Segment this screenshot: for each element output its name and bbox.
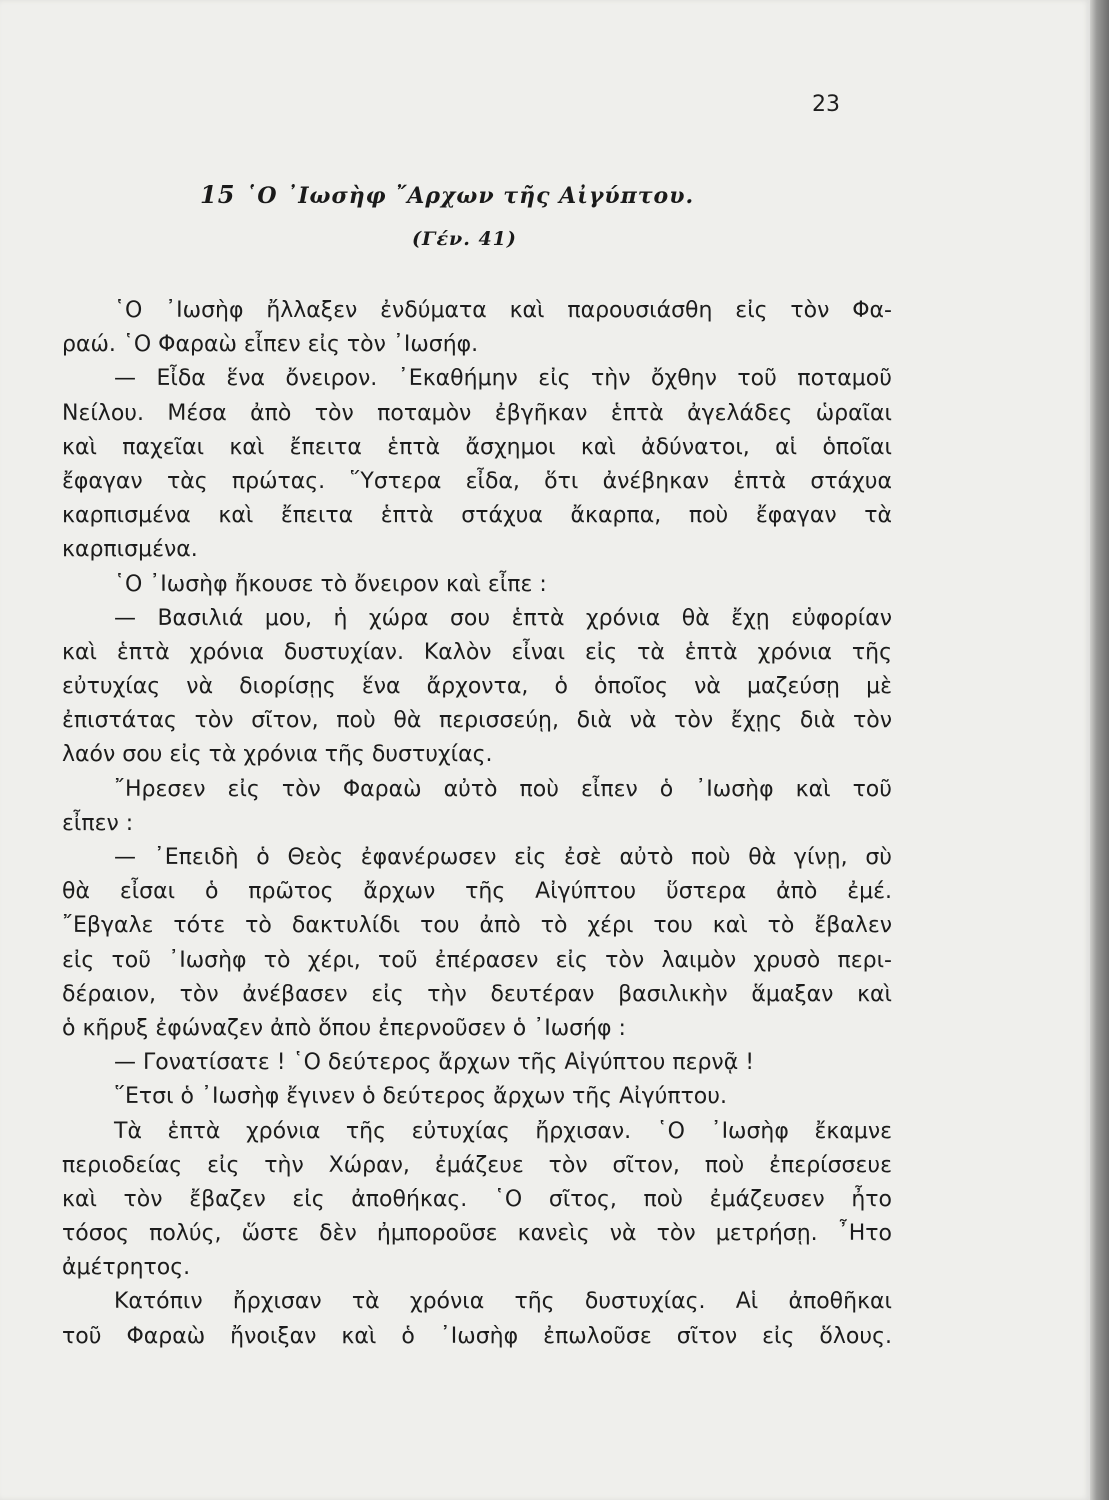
text-line: εὐτυχίας νὰ διορίσῃς ἕνα ἄρχοντα, ὁ ὁποῖος νὰ μαζεύσῃ μὲ: [62, 674, 892, 700]
chapter-reference: (Γέν. 41): [412, 228, 517, 250]
text-line: ῾Ο ᾽Ιωσὴφ ἤκουσε τὸ ὄνειρον καὶ εἶπε :: [114, 571, 547, 597]
text-line: καὶ ἑπτὰ χρόνια δυστυχίαν. Καλὸν εἶναι εἰς τὰ ἑπτὰ χρόνια τῆς: [62, 639, 892, 665]
chapter-number: 15: [200, 180, 236, 209]
text-line: καρπισμένα.: [62, 537, 198, 563]
text-line: — Γονατίσατε ! ῾Ο δεύτερος ἄρχων τῆς Αἰγύπτου περνᾷ !: [114, 1050, 755, 1076]
text-line: Νείλου. Μέσα ἀπὸ τὸν ποταμὸν ἐβγῆκαν ἑπτὰ ἀγελάδες ὡραῖαι: [62, 400, 892, 426]
text-line: ἀμέτρητος.: [62, 1255, 191, 1281]
text-line: Τὰ ἑπτὰ χρόνια τῆς εὐτυχίας ἤρχισαν. ῾Ο ᾽Ιωσὴφ ἔκαμνε: [114, 1118, 892, 1144]
body-text: [62, 294, 892, 1354]
text-line: δέραιον, τὸν ἀνέβασεν εἰς τὴν δευτέραν βασιλικὴν ἅμαξαν καὶ: [62, 981, 892, 1007]
text-line: λαόν σου εἰς τὰ χρόνια τῆς δυστυχίας.: [62, 742, 493, 768]
text-line: περιοδείας εἰς τὴν Χώραν, ἐμάζευε τὸν σῖτον, ποὺ ἐπερίσσευε: [62, 1152, 892, 1178]
text-line: — Βασιλιά μου, ἡ χώρα σου ἑπτὰ χρόνια θὰ ἔχῃ εὐφορίαν: [114, 605, 892, 631]
text-line: — ᾽Επειδὴ ὁ Θεὸς ἐφανέρωσεν εἰς ἐσὲ αὐτὸ ποὺ θὰ γίνῃ, σὺ: [114, 845, 892, 870]
text-line: εἰς τοῦ ᾽Ιωσὴφ τὸ χέρι, τοῦ ἐπέρασεν εἰς τὸν λαιμὸν χρυσὸ περι-: [62, 947, 892, 973]
text-line: καὶ παχεῖαι καὶ ἔπειτα ἑπτὰ ἄσχημοι καὶ ἀδύνατοι, αἱ ὁποῖαι: [62, 434, 892, 460]
text-line: Κατόπιν ἤρχισαν τὰ χρόνια τῆς δυστυχίας. Αἱ ἀποθῆκαι: [114, 1289, 892, 1315]
chapter-title-text: ῾Ο ᾽Ιωσὴφ ῎Αρχων τῆς Αἰγύπτου.: [245, 183, 695, 209]
text-line: ῎Ηρεσεν εἰς τὸν Φαραὼ αὐτὸ ποὺ εἶπεν ὁ ᾽Ιωσὴφ καὶ τοῦ: [114, 776, 892, 802]
text-line: καὶ τὸν ἔβαζεν εἰς ἀποθήκας. ῾Ο σῖτος, ποὺ ἐμάζευσεν ἦτο: [62, 1186, 892, 1212]
text-line: καρπισμένα καὶ ἔπειτα ἑπτὰ στάχυα ἄκαρπα, ποὺ ἔφαγαν τὰ: [62, 503, 892, 529]
text-line: ραώ. ῾Ο Φαραὼ εἶπεν εἰς τὸν ᾽Ιωσήφ.: [62, 332, 479, 358]
text-line: τόσος πολύς, ὥστε δὲν ἠμποροῦσε κανεὶς νὰ τὸν μετρήσῃ. ῏Ητο: [62, 1221, 892, 1247]
text-line: ἔφαγαν τὰς πρώτας. ῞Υστερα εἶδα, ὅτι ἀνέβηκαν ἑπτὰ στάχυα: [62, 468, 892, 494]
text-line: ἐπιστάτας τὸν σῖτον, ποὺ θὰ περισσεύῃ, διὰ νὰ τὸν ἔχῃς διὰ τὸν: [62, 708, 892, 734]
text-line: ῎Εβγαλε τότε τὸ δακτυλίδι του ἀπὸ τὸ χέρι του καὶ τὸ ἔβαλεν: [62, 913, 892, 939]
text-line: — Εἶδα ἕνα ὄνειρον. ᾽Εκαθήμην εἰς τὴν ὄχθην τοῦ ποταμοῦ: [114, 366, 892, 392]
text-line: θὰ εἶσαι ὁ πρῶτος ἄρχων τῆς Αἰγύπτου ὕστερα ἀπὸ ἐμέ.: [62, 879, 892, 905]
page-number: 23: [812, 92, 840, 117]
text-line: εἶπεν :: [62, 810, 134, 836]
chapter-title: [200, 180, 694, 209]
text-line: ῾Ο ᾽Ιωσὴφ ἤλλαξεν ἐνδύματα καὶ παρουσιάσθη εἰς τὸν Φα-: [114, 298, 892, 323]
text-line: ῞Ετσι ὁ ᾽Ιωσὴφ ἔγινεν ὁ δεύτερος ἄρχων τῆς Αἰγύπτου.: [114, 1084, 727, 1110]
page-edge: [1090, 0, 1109, 1500]
text-line: ὁ κῆρυξ ἐφώναζεν ἀπὸ ὅπου ἐπερνοῦσεν ὁ ᾽Ιωσήφ :: [62, 1015, 626, 1041]
text-line: τοῦ Φαραὼ ἤνοιξαν καὶ ὁ ᾽Ιωσὴφ ἐπωλοῦσε σῖτον εἰς ὅλους.: [62, 1323, 892, 1349]
